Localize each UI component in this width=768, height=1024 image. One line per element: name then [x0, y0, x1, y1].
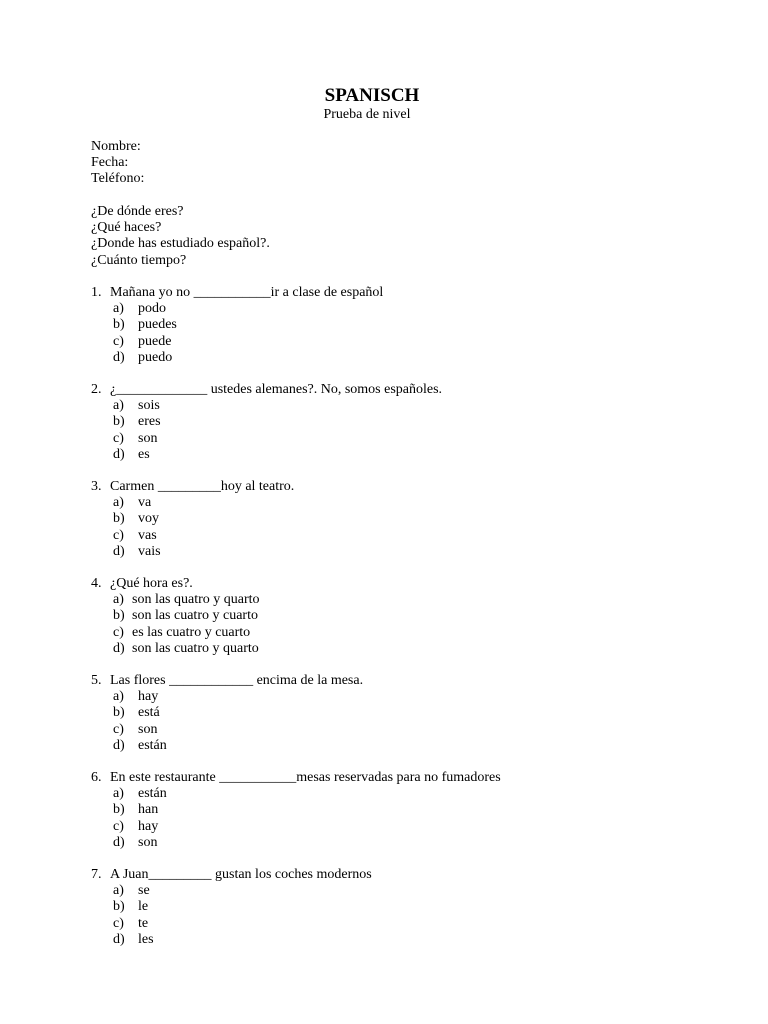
option-letter: d): [113, 640, 125, 656]
answer-option: [91, 819, 731, 835]
question-text: Mañana yo no ___________ir a clase de español: [110, 285, 384, 300]
intro-question: ¿Cuánto tiempo?: [91, 252, 187, 268]
option-text: puedo: [138, 349, 173, 365]
option-text: va: [138, 495, 152, 511]
question-number: 3.: [91, 479, 102, 494]
answer-option: [91, 544, 731, 560]
option-text: son: [138, 834, 158, 850]
question-stem: [91, 285, 731, 301]
answer-option: [91, 625, 731, 641]
option-text: sois: [138, 398, 160, 414]
answer-option: [91, 447, 731, 463]
option-letter: b): [113, 414, 125, 430]
answer-option: [91, 350, 731, 366]
option-letter: c): [113, 333, 124, 349]
answer-option: [91, 689, 731, 705]
option-letter: a): [113, 301, 124, 317]
intro-question: ¿Donde has estudiado español?.: [91, 236, 270, 252]
intro-question: ¿De dónde eres?: [91, 204, 184, 219]
option-text: voy: [138, 511, 159, 527]
option-text: hay: [138, 689, 159, 705]
option-letter: b): [113, 511, 125, 527]
answer-option: [91, 786, 731, 802]
question-number: 4.: [91, 576, 102, 591]
question-stem: [91, 673, 731, 689]
option-letter: d): [113, 543, 125, 559]
question-item: [91, 770, 731, 867]
option-text: hay: [138, 818, 159, 834]
question-item: [91, 673, 731, 770]
question-stem: [91, 479, 731, 495]
option-letter: c): [113, 527, 124, 543]
field-fecha: Fecha:: [91, 155, 129, 171]
answer-option: [91, 641, 731, 657]
option-text: son las cuatro y cuarto: [132, 608, 258, 624]
option-letter: a): [113, 495, 124, 511]
option-text: son las cuatro y quarto: [132, 640, 259, 656]
option-letter: a): [113, 592, 124, 608]
answer-option: [91, 334, 731, 350]
answer-option: [91, 899, 731, 915]
question-text: A Juan_________ gustan los coches modernos: [110, 867, 372, 882]
option-letter: c): [113, 915, 124, 931]
answer-option: [91, 495, 731, 511]
answer-option: [91, 511, 731, 527]
answer-option: [91, 835, 731, 851]
question-item: [91, 382, 731, 479]
option-text: eres: [138, 414, 161, 430]
answer-option: [91, 398, 731, 414]
question-number: 6.: [91, 770, 102, 785]
field-telefono: Teléfono:: [91, 171, 145, 187]
option-text: está: [138, 705, 160, 721]
question-number: 7.: [91, 867, 102, 882]
question-item: [91, 479, 731, 576]
answer-option: [91, 883, 731, 899]
question-item: [91, 867, 731, 964]
option-letter: b): [113, 317, 125, 333]
option-text: son: [138, 430, 158, 446]
question-text: ¿_____________ ustedes alemanes?. No, somos españoles.: [110, 382, 443, 397]
answer-option: [91, 317, 731, 333]
option-text: es: [138, 446, 150, 462]
option-text: les: [138, 931, 154, 947]
option-letter: d): [113, 931, 125, 947]
option-text: vais: [138, 543, 161, 559]
answer-option: [91, 592, 731, 608]
option-letter: d): [113, 737, 125, 753]
answer-option: [91, 916, 731, 932]
option-letter: a): [113, 786, 124, 802]
option-text: vas: [138, 527, 157, 543]
option-letter: d): [113, 834, 125, 850]
question-number: 5.: [91, 673, 102, 688]
question-text: Carmen _________hoy al teatro.: [110, 479, 295, 494]
intro-question: ¿Qué haces?: [91, 220, 162, 236]
question-number: 2.: [91, 382, 102, 397]
option-text: son: [138, 721, 158, 737]
option-letter: b): [113, 802, 125, 818]
personal-fields: [91, 139, 144, 188]
question-stem: [91, 576, 731, 592]
option-text: se: [138, 883, 150, 899]
option-letter: a): [113, 689, 124, 705]
question-list: [91, 285, 731, 964]
answer-option: [91, 301, 731, 317]
option-text: puedes: [138, 317, 177, 333]
answer-option: [91, 528, 731, 544]
option-text: le: [138, 899, 149, 915]
option-letter: c): [113, 624, 124, 640]
question-stem: [91, 867, 731, 883]
option-text: es las cuatro y cuarto: [132, 624, 251, 640]
intro-questions: [91, 204, 270, 269]
question-text: Las flores ____________ encima de la mesa.: [110, 673, 364, 688]
answer-option: [91, 802, 731, 818]
option-text: están: [138, 737, 167, 753]
option-letter: a): [113, 398, 124, 414]
answer-option: [91, 414, 731, 430]
question-text: ¿Qué hora es?.: [110, 576, 193, 591]
option-text: han: [138, 802, 159, 818]
option-letter: c): [113, 430, 124, 446]
answer-option: [91, 932, 731, 948]
page-title: SPANISCH: [324, 85, 420, 106]
option-letter: d): [113, 446, 125, 462]
option-text: están: [138, 786, 167, 802]
answer-option: [91, 608, 731, 624]
question-number: 1.: [91, 285, 102, 300]
option-letter: c): [113, 721, 124, 737]
option-text: son las quatro y quarto: [132, 592, 260, 608]
option-letter: d): [113, 349, 125, 365]
option-letter: b): [113, 705, 125, 721]
page-subtitle: Prueba de nivel: [323, 107, 411, 122]
option-text: puede: [138, 333, 172, 349]
option-text: podo: [138, 301, 166, 317]
question-text: En este restaurante ___________mesas reservadas para no fumadores: [110, 770, 501, 785]
option-letter: c): [113, 818, 124, 834]
field-nombre: Nombre:: [91, 139, 141, 154]
option-letter: b): [113, 899, 125, 915]
answer-option: [91, 431, 731, 447]
question-item: [91, 285, 731, 382]
answer-option: [91, 722, 731, 738]
option-text: te: [138, 915, 149, 931]
question-stem: [91, 770, 731, 786]
answer-option: [91, 738, 731, 754]
answer-option: [91, 705, 731, 721]
question-stem: [91, 382, 731, 398]
option-letter: b): [113, 608, 125, 624]
option-letter: a): [113, 883, 124, 899]
question-item: [91, 576, 731, 673]
